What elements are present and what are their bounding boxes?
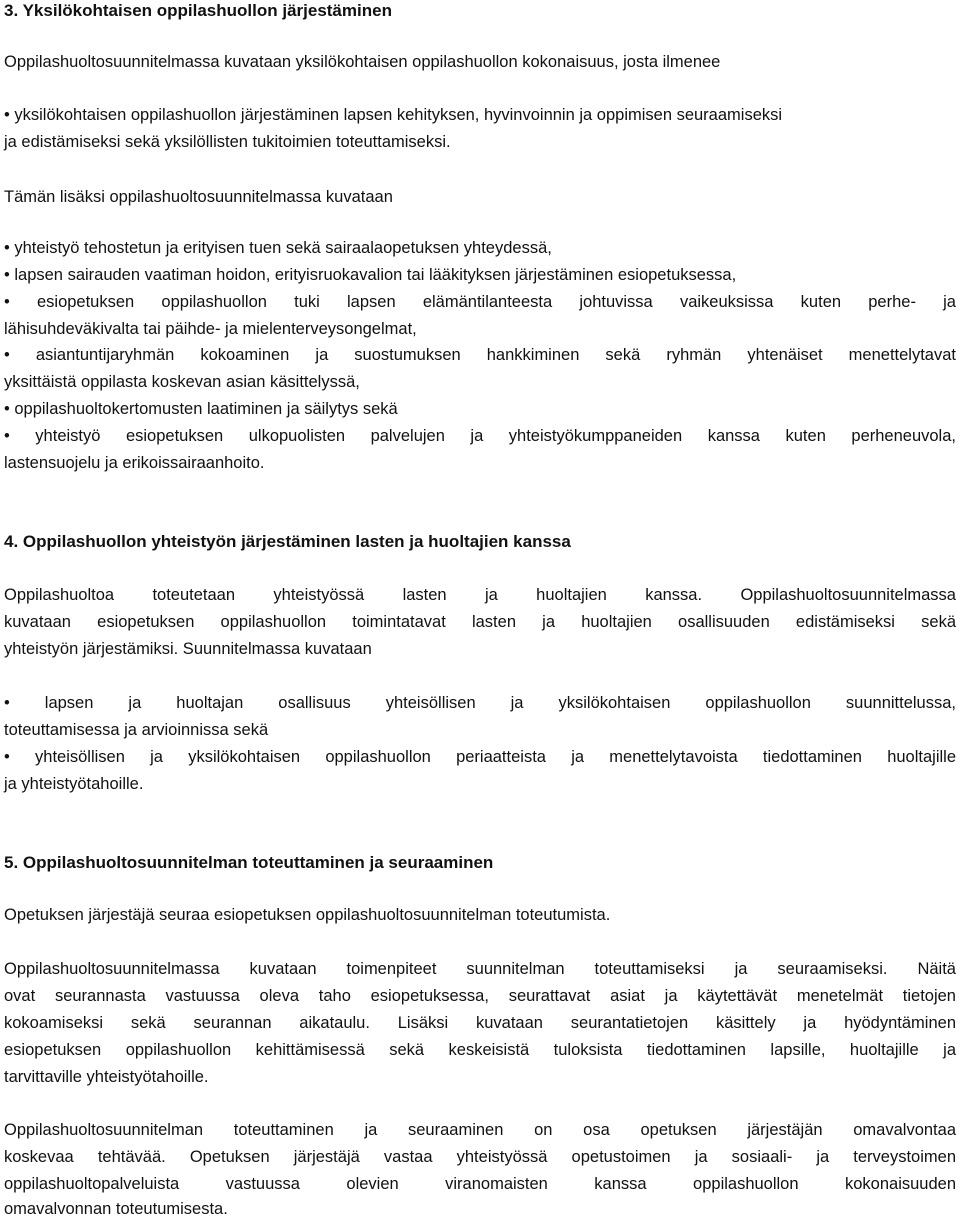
list-item: • asiantuntijaryhmän kokoaminen ja suostumuksen hankkiminen sekä ryhmän yhtenäiset menettelytavat bbox=[4, 346, 956, 364]
section-3-bullet-line: • yksilökohtaisen oppilashuollon järjestäminen lapsen kehityksen, hyvinvoinnin ja oppimisen seuraamiseksi bbox=[4, 106, 783, 124]
section-5-paragraph-1: Opetuksen järjestäjä seuraa esiopetuksen oppilashuoltosuunnitelman toteutumista. bbox=[4, 906, 611, 924]
section-3-intro: Oppilashuoltosuunnitelmassa kuvataan yksilökohtaisen oppilashuollon kokonaisuus, josta ilmenee bbox=[4, 53, 721, 71]
section-5-paragraph-2-line: esiopetuksen oppilashuollon kehittämisessä sekä keskeisistä tuloksista tiedottaminen lapsille, huoltajille ja bbox=[4, 1041, 956, 1059]
list-item-continuation: yksittäistä oppilasta koskevan asian käsittelyssä, bbox=[4, 373, 360, 391]
section-5-paragraph-2-line: kokoamiseksi sekä seurannan aikataulu. Lisäksi kuvataan seurantatietojen käsittely ja hyödyntäminen bbox=[4, 1014, 956, 1032]
section-4-paragraph-line: yhteistyön järjestämiksi. Suunnitelmassa kuvataan bbox=[4, 640, 372, 658]
list-item-continuation: lastensuojelu ja erikoissairaanhoito. bbox=[4, 454, 265, 472]
list-item: • yhteisöllisen ja yksilökohtaisen oppilashuollon periaatteista ja menettelytavoista tiedottaminen huoltajille bbox=[4, 748, 956, 766]
section-4-paragraph-line: kuvataan esiopetuksen oppilashuollon toimintatavat lasten ja huoltajien osallisuuden edistämiseksi sekä bbox=[4, 613, 956, 631]
list-item-continuation: lähisuhdeväkivalta tai päihde- ja mielenterveysongelmat, bbox=[4, 320, 417, 338]
list-item: • lapsen ja huoltajan osallisuus yhteisöllisen ja yksilökohtaisen oppilashuollon suunnittelussa, bbox=[4, 694, 956, 712]
section-5-paragraph-3-line: omavalvonnan toteutumisesta. bbox=[4, 1200, 228, 1218]
list-item: • esiopetuksen oppilashuollon tuki lapsen elämäntilanteesta johtuvissa vaikeuksissa kuten perhe- ja bbox=[4, 293, 956, 311]
list-item-continuation: ja yhteistyötahoille. bbox=[4, 775, 144, 793]
section-3-subintro: Tämän lisäksi oppilashuoltosuunnitelmassa kuvataan bbox=[4, 188, 393, 206]
section-4-paragraph-line: Oppilashuoltoa toteutetaan yhteistyössä lasten ja huoltajien kanssa. Oppilashuoltosuunnitelmassa bbox=[4, 586, 956, 604]
section-5-paragraph-2-line: Oppilashuoltosuunnitelmassa kuvataan toimenpiteet suunnitelman toteuttamiseksi ja seuraamiseksi. Näitä bbox=[4, 960, 956, 978]
list-item: • oppilashuoltokertomusten laatiminen ja säilytys sekä bbox=[4, 400, 398, 418]
section-3-bullet-line: ja edistämiseksi sekä yksilöllisten tukitoimien toteuttamiseksi. bbox=[4, 133, 451, 151]
section-5-paragraph-3-line: oppilashuoltopalveluista vastuussa olevien viranomaisten kanssa oppilashuollon kokonaisuuden bbox=[4, 1175, 956, 1193]
section-4-heading: 4. Oppilashuollon yhteistyön järjestäminen lasten ja huoltajien kanssa bbox=[4, 532, 571, 551]
section-5-paragraph-2-line: tarvittaville yhteistyötahoille. bbox=[4, 1068, 209, 1086]
section-5-heading: 5. Oppilashuoltosuunnitelman toteuttaminen ja seuraaminen bbox=[4, 853, 494, 872]
list-item: • yhteistyö esiopetuksen ulkopuolisten palvelujen ja yhteistyökumppaneiden kanssa kuten perheneuvola, bbox=[4, 427, 956, 445]
section-5-paragraph-3-line: Oppilashuoltosuunnitelman toteuttaminen ja seuraaminen on osa opetuksen järjestäjän omavalvontaa bbox=[4, 1121, 956, 1139]
section-5-paragraph-2-line: ovat seurannasta vastuussa oleva taho esiopetuksessa, seurattavat asiat ja käytettävät menetelmät tietojen bbox=[4, 987, 956, 1005]
list-item: • yhteistyö tehostetun ja erityisen tuen sekä sairaalaopetuksen yhteydessä, bbox=[4, 239, 552, 257]
section-3-heading: 3. Yksilökohtaisen oppilashuollon järjestäminen bbox=[4, 1, 392, 20]
section-5-paragraph-3-line: koskevaa tehtävää. Opetuksen järjestäjä vastaa yhteistyössä opetustoimen ja sosiaali- ja terveystoimen bbox=[4, 1148, 956, 1166]
list-item: • lapsen sairauden vaatiman hoidon, erityisruokavalion tai lääkityksen järjestäminen esiopetuksessa, bbox=[4, 266, 737, 284]
list-item-continuation: toteuttamisessa ja arvioinnissa sekä bbox=[4, 721, 269, 739]
